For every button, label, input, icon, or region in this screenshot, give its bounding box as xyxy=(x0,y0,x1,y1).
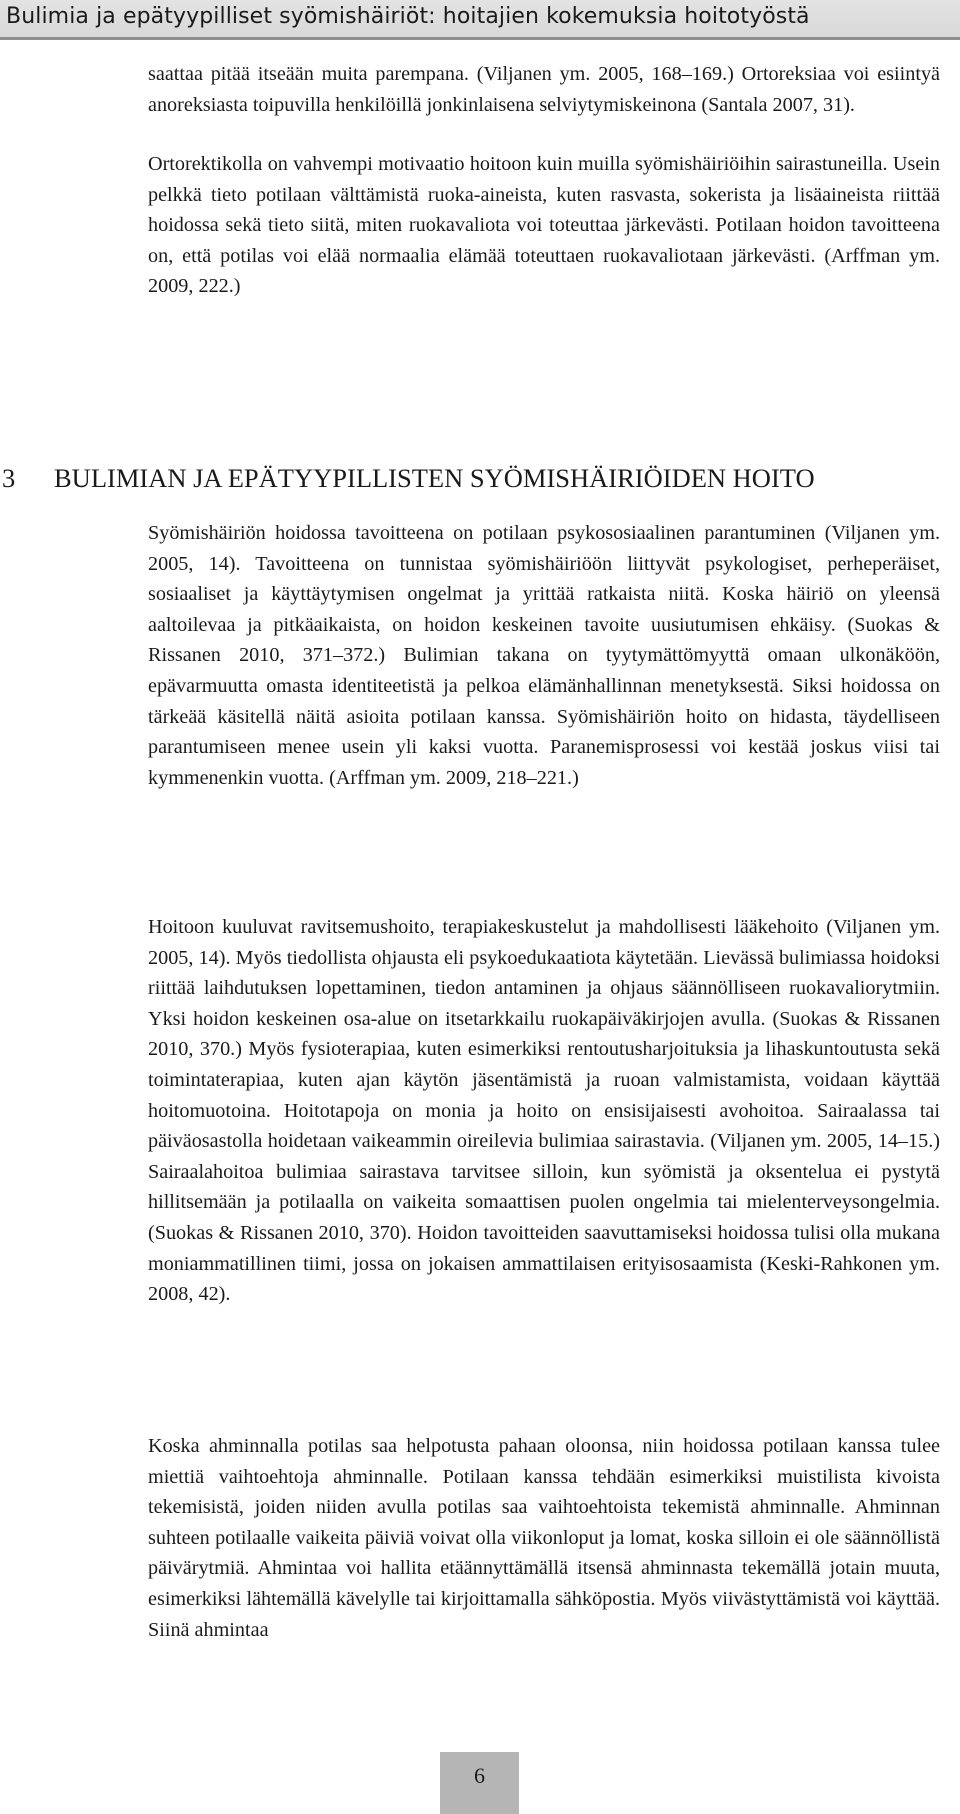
document-title: Bulimia ja epätyypilliset syömishäiriöt: hoitajien kokemuksia hoitotyöstä xyxy=(6,4,810,29)
paragraph-text: Koska ahminnalla potilas saa helpotusta pahaan oloonsa, niin hoidossa potilaan kanssa tulee miettiä vaihtoehtoja ahminnalle. Potilaan kanssa tehdään esimerkiksi muistilista kivoista tekemisistä, joiden niiden avulla potilas saa vaihtoehtoista tekemistä ahminnalle. Ahminnan suhteen potilaalle vaikeita päiviä voivat olla viikonloput ja lomat, koska silloin ei ole säännöllistä päivärytmiä. Ahmintaa voi hallita etäännyttämällä itsensä ahminnasta tekemällä jotain muuta, esimerkiksi lähtemällä kävelylle tai kirjoittamalla sähköpostia. Myös viivästyttämistä voi käyttää. Siinä ahmintaa xyxy=(148,1435,940,1641)
page-number: 6 xyxy=(474,1763,485,1788)
paragraph-orthorexia-recovery xyxy=(148,59,940,120)
paragraph-text: saattaa pitää itseään muita parempana. (Viljanen ym. 2005, 168–169.) Ortoreksiaa voi esiintyä anoreksiasta toipuvilla henkilöillä jonkinlaisena selviytymiskeinona (Santala 2007, 31). xyxy=(148,63,940,116)
section-number: 3 xyxy=(2,463,16,493)
running-header xyxy=(0,0,960,40)
section-title: BULIMIAN JA EPÄTYYPILLISTEN SYÖMISHÄIRIÖIDEN HOITO xyxy=(54,463,815,493)
paragraph-binge-alternatives xyxy=(148,1431,940,1645)
paragraph-text: Syömishäiriön hoidossa tavoitteena on potilaan psykososiaalinen parantuminen (Viljanen ym. 2005, 14). Tavoitteena on tunnistaa syömishäiriöön liittyvät psykologiset, perheperäiset, sosiaaliset ja käyttäytymisen ongelmat ja yrittää ratkaista niitä. Koska häiriö on yleensä aaltoilevaa ja pitkäaikaista, on hoidon keskeinen tavoite uusiutumisen ehkäisy. (Suokas & Rissanen 2010, 371–372.) Bulimian takana on tyytymättömyyttä omaan ulkonäköön, epävarmuutta omasta identiteetistä ja pelkoa elämänhallinnan menetyksestä. Siksi hoidossa on tärkeää käsitellä näitä asioita potilaan kanssa. Syömishäiriön hoito on hidasta, täydelliseen parantumiseen menee usein yli kaksi vuotta. Paranemisprosessi voi kestää joskus viisi tai kymmenenkin vuotta. (Arffman ym. 2009, 218–221.) xyxy=(148,522,940,789)
section-heading xyxy=(0,458,960,498)
paragraph-orthorexia-motivation xyxy=(148,149,940,302)
paragraph-treatment-methods xyxy=(148,912,940,1310)
paragraph-treatment-goals xyxy=(148,518,940,793)
paragraph-text: Ortorektikolla on vahvempi motivaatio hoitoon kuin muilla syömishäiriöihin sairastuneilla. Usein pelkkä tieto potilaan välttämistä ruoka-aineista, kuten rasvasta, sokerista ja lisäaineista riittää hoidossa sekä tieto siitä, miten ruokavaliota voi toteuttaa järkevästi. Potilaan hoidon tavoitteena on, että potilas voi elää normaalia elämää toteuttaen ruokavaliotaan järkevästi. (Arffman ym. 2009, 222.) xyxy=(148,153,940,298)
paragraph-text: Hoitoon kuuluvat ravitsemushoito, terapiakeskustelut ja mahdollisesti lääkehoito (Viljanen ym. 2005, 14). Myös tiedollista ohjausta eli psykoedukaatiota käytetään. Lievässä bulimiassa hoidoksi riittää laihdutuksen lopettaminen, tiedon antaminen ja ohjaus säännölliseen ruokavaliorytmiin. Yksi hoidon keskeinen osa-alue on itsetarkkailu ruokapäiväkirjojen avulla. (Suokas & Rissanen 2010, 370.) Myös fysioterapiaa, kuten esimerkiksi rentoutusharjoituksia ja lihaskuntoutusta sekä toimintaterapiaa, kuten ajan käytön jäsentämistä ja ruoan valmistamista, voidaan käyttää hoitomuotoina. Hoitotapoja on monia ja hoito on ensisijaisesti avohoitoa. Sairaalassa tai päiväosastolla hoidetaan vaikeammin oireilevia bulimiaa sairastavia. (Viljanen ym. 2005, 14–15.) Sairaalahoitoa bulimiaa sairastava tarvitsee silloin, kun syömistä ja oksentelua ei pystytä hillitsemään ja potilaalla on vaikeita somaattisen puolen ongelmia tai mielenterveysongelmia. (Suokas & Rissanen 2010, 370). Hoidon tavoitteiden saavuttamiseksi hoidossa tulisi olla mukana moniammatillinen tiimi, jossa on jokaisen ammattilaisen erityisosaamista (Keski-Rahkonen ym. 2008, 42). xyxy=(148,916,940,1306)
page-number-box xyxy=(440,1752,519,1814)
